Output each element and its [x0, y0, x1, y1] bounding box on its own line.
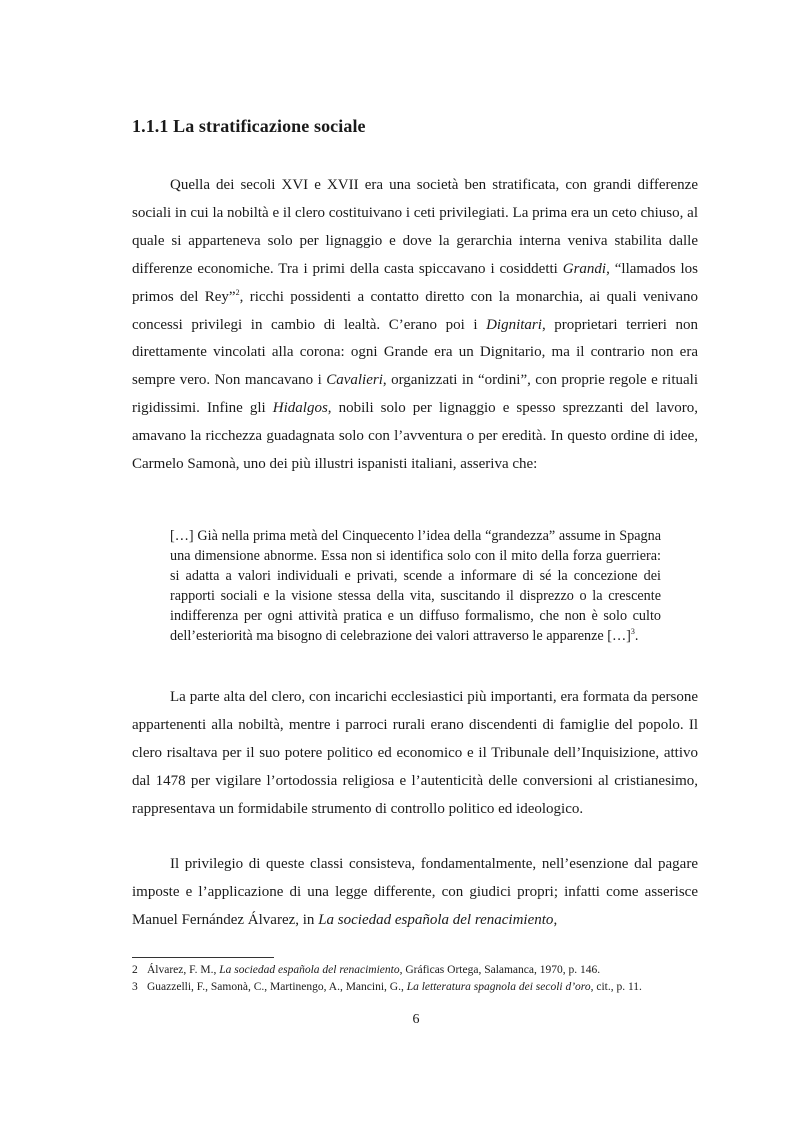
footnote-2 [132, 962, 698, 979]
term-grandi: Grandi [562, 260, 607, 277]
footnote-title: La letteratura spagnola dei secoli d’oro [406, 981, 591, 993]
p1-text-6: , nobili solo per lignaggio e spesso sprezzanti del lavoro, amavano la ricchezza guadagnata solo con l’avventura o per eredità. In questo ordine di idee, Carmelo Samonà, uno dei più illustri ispanisti italiani, asseriva che: [132, 400, 698, 473]
section-heading: 1.1.1 La stratificazione sociale [132, 116, 366, 136]
paragraph-nobility [132, 172, 698, 479]
quote-end: . [634, 627, 639, 644]
footnote-number: 2 [132, 964, 138, 976]
footnote-author: Guazzelli, F., Samonà, C., Martinengo, A., Mancini, G., [147, 981, 407, 993]
p1-text-2: , “llamados los primos del Rey” [132, 260, 698, 305]
footnote-title: La sociedad española del renacimiento [219, 964, 400, 976]
p1-text-4: , proprietari terrieri non direttamente vincolati alla corona: ogni Grande era un Dignitario, ma il contrario non era sempre vero. Non mancavano i [132, 316, 698, 389]
paragraph-privilege [132, 851, 698, 935]
footnote-3 [132, 979, 698, 996]
page-number: 6 [412, 1012, 420, 1027]
quote-text: […] Già nella prima metà del Cinquecento l’idea della “grandezza” assume in Spagna una dimensione abnorme. Essa non si identifica solo con il mito della forza guerriera: si adatta a valori individuali e privati, scende a informare di sé la concezione dei rapporti sociali e la visione stessa della vita, suscitando il disprezzo o la crescente indifferenza per ogni attività pratica e un diffuso formalismo, che non è solo culto dell’esteriorità ma bisogno di celebrazione dei valori attraverso le apparenze […] [170, 528, 661, 644]
footnote-publication: , Gráficas Ortega, Salamanca, 1970, p. 146. [399, 964, 601, 976]
p1-text-5: , organizzati in “ordini”, con proprie regole e rituali rigidissimi. Infine gli [132, 372, 698, 417]
term-dignitari: Dignitari [486, 316, 542, 333]
footnote-text [147, 962, 698, 979]
p1-text-3: , ricchi possidenti a contatto diretto con la monarchia, ai quali venivano concessi privilegi in cambio di lealtà. C’erano poi i [132, 288, 698, 333]
footnote-text [147, 979, 698, 996]
footnote-ref-2[interactable]: 2 [235, 287, 240, 297]
p1-text-1: Quella dei secoli XVI e XVII era una società ben stratificata, con grandi differenze sociali in cui la nobiltà e il clero costituivano i ceti privilegiati. La prima era un ceto chiuso, al quale si apparteneva solo per lignaggio e dove la gerarchia interna veniva stabilita dalle differenze economiche. Tra i primi della casta spiccavano i cosiddetti [132, 177, 698, 277]
footnote-separator [132, 957, 274, 958]
block-quote [170, 527, 661, 646]
book-title: La sociedad española del renacimiento [318, 911, 554, 928]
term-hidalgos: Hidalgos [272, 400, 328, 417]
paragraph-clergy: La parte alta del clero, con incarichi ecclesiastici più importanti, era formata da persone appartenenti alla nobiltà, mentre i parroci rurali erano discendenti di famiglie del popolo. Il clero risaltava per il suo potere politico ed economico e il Tribunale dell’Inquisizione, attivo dal 1478 per vigilare l’ortodossia religiosa e l’autenticità delle conversioni al cristianesimo, rappresentava un formidabile strumento di controllo politico ed ideologico. [132, 689, 698, 817]
term-cavalieri: Cavalieri [326, 372, 383, 389]
footnote-author: Álvarez, F. M., [147, 964, 220, 976]
footnote-publication: , cit., p. 11. [590, 981, 642, 993]
footnote-number: 3 [132, 981, 138, 993]
p3-text-1: Il privilegio di queste classi consisteva, fondamentalmente, nell’esenzione dal pagare imposte e l’applicazione di una legge differente, con giudici propri; infatti come asserisce Manuel Fernández Álvarez, in [132, 856, 698, 928]
footnote-ref-3[interactable]: 3 [630, 626, 635, 636]
p3-text-2: , [553, 911, 558, 928]
